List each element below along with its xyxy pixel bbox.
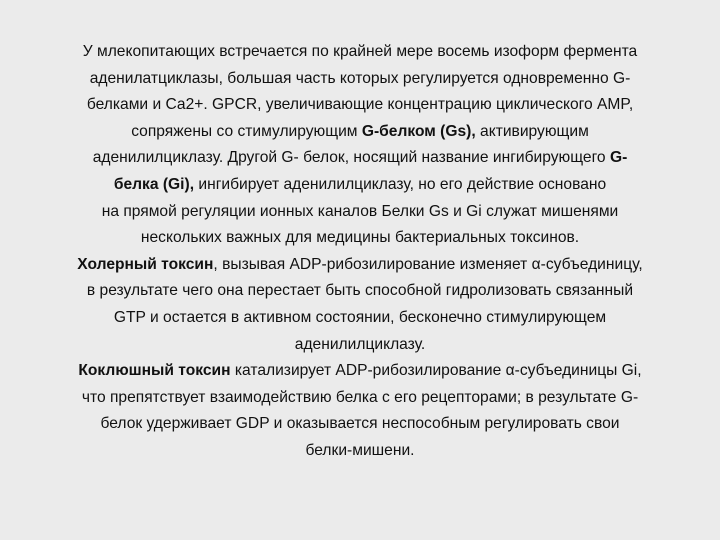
text-line: на прямой регуляции ионных каналов Белки Gs и Gi служат мишенями [101, 202, 619, 220]
slide-text-body [22, 39, 698, 465]
text-line: аденилатциклазы, большая часть которых регулируется одновременно G- [89, 69, 631, 87]
bold-term-gs: G-белком (Gs), [361, 122, 476, 140]
text-segment: , вызывая ADP-рибозилирование изменяет α-субъединицу, [213, 255, 643, 273]
text-line: белки-мишени. [305, 441, 415, 459]
text-line: аденилилциклазу. [294, 335, 426, 353]
text-segment: катализирует ADP-рибозилирование α-субъединицы Gi, [230, 362, 642, 380]
text-line [22, 172, 698, 199]
text-line [22, 358, 698, 385]
text-line: в результате чего она перестает быть способной гидролизовать связанный [86, 282, 634, 300]
bold-term-pertussis-toxin: Коклюшный токсин [78, 362, 231, 380]
bold-term-gi-part1: G- [609, 149, 628, 167]
text-line [22, 145, 698, 172]
text-line: нескольких важных для медицины бактериальных токсинов. [140, 229, 580, 247]
text-segment: активирующим [475, 122, 589, 140]
text-segment: ингибирует аденилилциклазу, но его действие основано [194, 175, 607, 193]
text-line: что препятствует взаимодействию белка с его рецепторами; в результате G- [81, 388, 639, 406]
text-segment: сопряжены со стимулирующим [131, 122, 362, 140]
text-line [22, 119, 698, 146]
text-segment: аденилилциклазу. Другой G- белок, носящий название ингибирующего [92, 149, 610, 167]
text-line: белок удерживает GDP и оказывается неспособным регулировать свои [100, 415, 620, 433]
bold-term-cholera-toxin: Холерный токсин [77, 255, 214, 273]
text-line: белками и Са2+. GPCR, увеличивающие концентрацию циклического AMP, [86, 96, 634, 114]
text-line: GTP и остается в активном состоянии, бесконечно стимулирующем [113, 308, 607, 326]
text-line: У млекопитающих встречается по крайней мере восемь изоформ фермента [82, 43, 638, 60]
bold-term-gi-part2: белка (Gi), [113, 175, 195, 193]
text-line [22, 252, 698, 279]
